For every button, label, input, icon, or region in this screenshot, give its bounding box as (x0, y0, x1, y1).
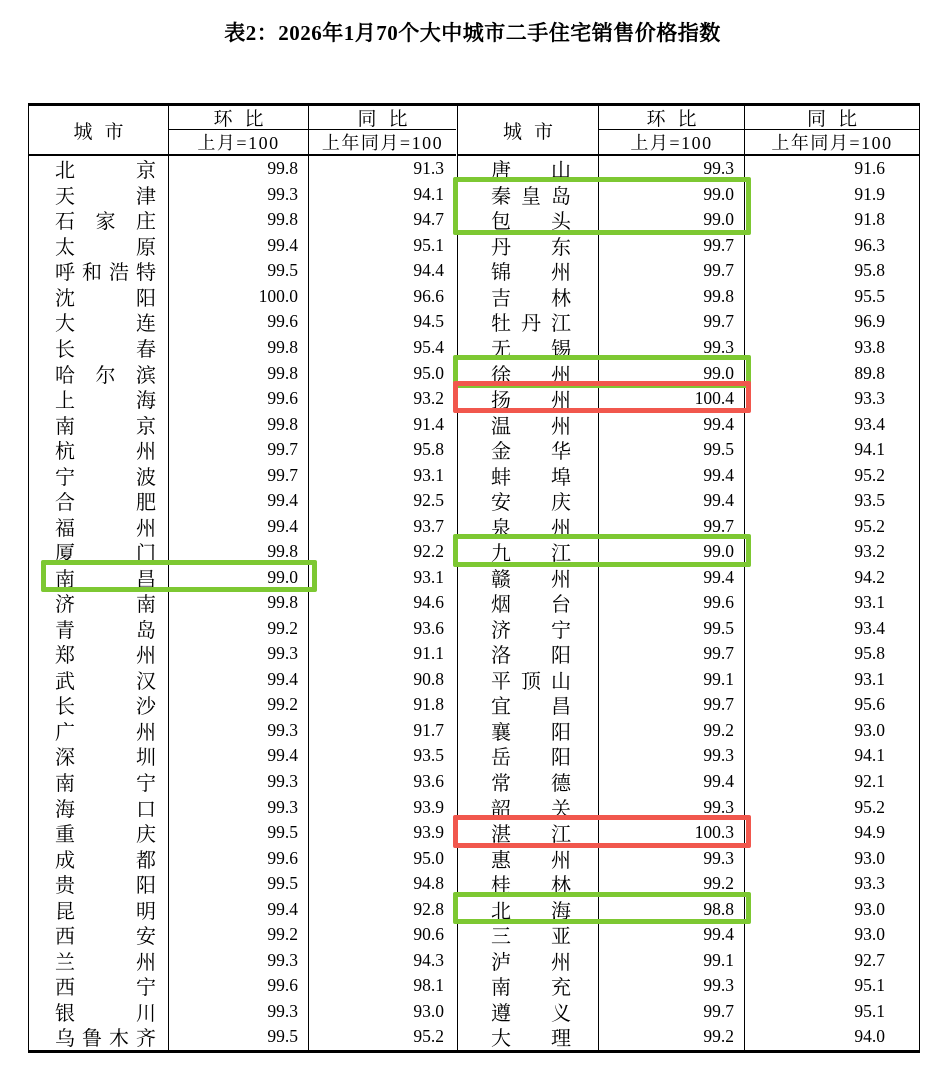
yoy-value: 91.6 (854, 158, 885, 179)
yoy-value: 92.8 (413, 898, 444, 919)
city-cell: 包 头 (458, 207, 599, 233)
city-cell: 北 海 (458, 896, 599, 922)
city-cell: 大 理 (458, 1024, 599, 1050)
mom-value: 99.4 (599, 462, 745, 488)
yoy-value: 93.0 (854, 898, 885, 919)
mom-value: 99.0 (599, 360, 745, 386)
mom-value: 99.8 (169, 590, 309, 616)
mom-value: 99.8 (599, 284, 745, 310)
city-cell: 烟 台 (458, 590, 599, 616)
yoy-value: 93.1 (413, 566, 444, 587)
mom-value: 99.8 (169, 360, 309, 386)
city-cell: 丹 东 (458, 233, 599, 259)
mom-value: 99.4 (169, 513, 309, 539)
mom-value: 98.8 (599, 896, 745, 922)
mom-value: 99.3 (599, 743, 745, 769)
mom-value: 99.5 (599, 437, 745, 463)
city-cell: 武 汉 (29, 667, 169, 693)
yoy-value: 95.0 (413, 847, 444, 868)
yoy-value: 93.0 (413, 1000, 444, 1021)
city-cell: 宜 昌 (458, 692, 599, 718)
city-cell: 安 庆 (458, 488, 599, 514)
yoy-value: 94.1 (413, 183, 444, 204)
city-cell: 呼 和 浩 特 (29, 258, 169, 284)
right-table (457, 103, 920, 1053)
city-cell: 南 昌 (29, 565, 169, 591)
mom-value: 99.2 (169, 692, 309, 718)
yoy-value: 93.4 (854, 617, 885, 638)
city-cell: 唐 山 (458, 156, 599, 182)
city-cell: 泉 州 (458, 513, 599, 539)
yoy-value: 92.1 (854, 771, 885, 792)
yoy-value: 93.0 (854, 847, 885, 868)
city-cell: 杭 州 (29, 437, 169, 463)
mom-value: 99.3 (169, 182, 309, 208)
yoy-value: 94.5 (413, 311, 444, 332)
city-cell: 贵 阳 (29, 871, 169, 897)
city-cell: 银 川 (29, 999, 169, 1025)
yoy-value: 94.2 (854, 566, 885, 587)
city-cell: 南 充 (458, 973, 599, 999)
mom-value: 99.3 (169, 641, 309, 667)
yoy-value: 94.6 (413, 592, 444, 613)
yoy-value: 93.9 (413, 796, 444, 817)
yoy-value: 93.1 (413, 464, 444, 485)
header-mom-base-right: 上月=100 (599, 130, 745, 156)
city-cell: 遵 义 (458, 999, 599, 1025)
mom-value: 99.8 (169, 207, 309, 233)
mom-value: 99.7 (599, 233, 745, 259)
yoy-value: 95.5 (854, 285, 885, 306)
city-cell: 南 宁 (29, 769, 169, 795)
mom-value: 99.3 (599, 794, 745, 820)
city-cell: 郑 州 (29, 641, 169, 667)
header-mom-base-left: 上月=100 (169, 130, 309, 156)
city-cell: 厦 门 (29, 539, 169, 565)
yoy-value: 98.1 (413, 975, 444, 996)
city-cell: 温 州 (458, 411, 599, 437)
city-cell: 秦 皇 岛 (458, 182, 599, 208)
mom-value: 99.0 (599, 539, 745, 565)
yoy-value: 90.8 (413, 668, 444, 689)
header-yoy-base-right: 上年同月=100 (745, 130, 919, 156)
city-cell: 海 口 (29, 794, 169, 820)
header-mom-left: 环比 (169, 106, 309, 130)
city-cell: 青 岛 (29, 616, 169, 642)
mom-value: 99.8 (169, 156, 309, 182)
mom-value: 99.5 (169, 258, 309, 284)
mom-value: 99.4 (599, 769, 745, 795)
yoy-value: 95.6 (854, 694, 885, 715)
mom-value: 99.7 (599, 258, 745, 284)
mom-value: 99.4 (169, 896, 309, 922)
mom-value: 99.2 (599, 718, 745, 744)
mom-value: 99.3 (169, 769, 309, 795)
city-cell: 西 安 (29, 922, 169, 948)
city-cell: 乌 鲁 木 齐 (29, 1024, 169, 1050)
mom-value: 99.8 (169, 539, 309, 565)
mom-value: 99.6 (169, 386, 309, 412)
yoy-value: 93.3 (854, 388, 885, 409)
mom-value: 99.3 (599, 845, 745, 871)
yoy-value: 93.9 (413, 822, 444, 843)
yoy-value: 93.1 (854, 668, 885, 689)
city-cell: 西 宁 (29, 973, 169, 999)
city-cell: 泸 州 (458, 947, 599, 973)
yoy-value: 92.5 (413, 490, 444, 511)
mom-value: 99.5 (169, 871, 309, 897)
header-yoy-right: 同比 (745, 106, 919, 130)
city-cell: 吉 林 (458, 284, 599, 310)
city-cell: 北 京 (29, 156, 169, 182)
city-cell: 三 亚 (458, 922, 599, 948)
yoy-value: 93.0 (854, 719, 885, 740)
city-cell: 成 都 (29, 845, 169, 871)
city-cell: 兰 州 (29, 947, 169, 973)
mom-value: 99.4 (169, 667, 309, 693)
mom-value: 99.4 (599, 488, 745, 514)
yoy-value: 92.7 (854, 949, 885, 970)
city-cell: 天 津 (29, 182, 169, 208)
header-city-left: 城市 (29, 106, 169, 156)
city-cell: 深 圳 (29, 743, 169, 769)
yoy-value: 94.9 (854, 822, 885, 843)
yoy-value: 91.1 (413, 643, 444, 664)
mom-value: 99.0 (599, 182, 745, 208)
yoy-value: 93.6 (413, 771, 444, 792)
city-cell: 韶 关 (458, 794, 599, 820)
yoy-value: 94.7 (413, 209, 444, 230)
yoy-value: 91.3 (413, 158, 444, 179)
mom-value: 100.0 (169, 284, 309, 310)
yoy-value: 95.2 (854, 515, 885, 536)
header-yoy-base-left: 上年同月=100 (309, 130, 456, 156)
city-cell: 平 顶 山 (458, 667, 599, 693)
city-cell: 徐 州 (458, 360, 599, 386)
yoy-value: 94.8 (413, 873, 444, 894)
mom-value: 99.3 (599, 335, 745, 361)
yoy-value: 93.5 (854, 490, 885, 511)
yoy-value: 93.6 (413, 617, 444, 638)
mom-value: 99.6 (169, 309, 309, 335)
mom-value: 99.2 (169, 922, 309, 948)
mom-value: 99.5 (169, 1024, 309, 1050)
city-cell: 济 宁 (458, 616, 599, 642)
yoy-value: 94.3 (413, 949, 444, 970)
mom-value: 99.3 (169, 794, 309, 820)
price-index-table (28, 103, 920, 1053)
city-cell: 蚌 埠 (458, 462, 599, 488)
city-cell: 太 原 (29, 233, 169, 259)
mom-value: 99.4 (169, 233, 309, 259)
mom-value: 99.8 (169, 411, 309, 437)
yoy-value: 95.4 (413, 336, 444, 357)
city-cell: 湛 江 (458, 820, 599, 846)
mom-value: 99.3 (599, 973, 745, 999)
page-title: 表2：2026年1月70个大中城市二手住宅销售价格指数 (224, 21, 721, 45)
mom-value: 99.5 (599, 616, 745, 642)
yoy-value: 94.0 (854, 1026, 885, 1047)
mom-value: 99.6 (169, 845, 309, 871)
mom-value: 99.8 (169, 335, 309, 361)
yoy-value: 95.1 (854, 975, 885, 996)
mom-value: 99.7 (599, 641, 745, 667)
yoy-value: 93.2 (413, 388, 444, 409)
city-cell: 哈 尔 滨 (29, 360, 169, 386)
city-cell: 牡 丹 江 (458, 309, 599, 335)
mom-value: 99.4 (169, 743, 309, 769)
mom-value: 99.4 (599, 411, 745, 437)
city-cell: 襄 阳 (458, 718, 599, 744)
city-cell: 重 庆 (29, 820, 169, 846)
yoy-value: 95.1 (854, 1000, 885, 1021)
city-cell: 赣 州 (458, 565, 599, 591)
city-cell: 石 家 庄 (29, 207, 169, 233)
city-cell: 济 南 (29, 590, 169, 616)
city-cell: 南 京 (29, 411, 169, 437)
yoy-value: 93.0 (854, 924, 885, 945)
city-cell: 惠 州 (458, 845, 599, 871)
city-cell: 长 沙 (29, 692, 169, 718)
yoy-value: 93.7 (413, 515, 444, 536)
mom-value: 99.4 (599, 565, 745, 591)
mom-value: 99.0 (169, 565, 309, 591)
city-cell: 岳 阳 (458, 743, 599, 769)
city-cell: 沈 阳 (29, 284, 169, 310)
mom-value: 99.6 (599, 590, 745, 616)
city-cell: 昆 明 (29, 896, 169, 922)
mom-value: 99.3 (169, 999, 309, 1025)
city-cell: 九 江 (458, 539, 599, 565)
yoy-value: 95.8 (854, 643, 885, 664)
yoy-value: 96.6 (413, 285, 444, 306)
mom-value: 99.7 (599, 999, 745, 1025)
mom-value: 99.6 (169, 973, 309, 999)
yoy-value: 95.2 (413, 1026, 444, 1047)
mom-value: 99.3 (599, 156, 745, 182)
yoy-value: 95.1 (413, 234, 444, 255)
city-cell: 福 州 (29, 513, 169, 539)
mom-value: 99.0 (599, 207, 745, 233)
yoy-value: 91.8 (413, 694, 444, 715)
mom-value: 99.2 (599, 871, 745, 897)
yoy-value: 93.4 (854, 413, 885, 434)
yoy-value: 93.3 (854, 873, 885, 894)
city-cell: 长 春 (29, 335, 169, 361)
yoy-value: 94.1 (854, 745, 885, 766)
yoy-value: 91.8 (854, 209, 885, 230)
city-cell: 扬 州 (458, 386, 599, 412)
yoy-value: 95.2 (854, 464, 885, 485)
yoy-value: 95.2 (854, 796, 885, 817)
city-cell: 大 连 (29, 309, 169, 335)
mom-value: 99.3 (169, 718, 309, 744)
city-cell: 上 海 (29, 386, 169, 412)
yoy-value: 96.3 (854, 234, 885, 255)
yoy-value: 96.9 (854, 311, 885, 332)
mom-value: 99.5 (169, 820, 309, 846)
city-cell: 洛 阳 (458, 641, 599, 667)
yoy-value: 93.1 (854, 592, 885, 613)
header-mom-right: 环比 (599, 106, 745, 130)
mom-value: 99.7 (599, 692, 745, 718)
mom-value: 99.7 (599, 309, 745, 335)
yoy-value: 89.8 (854, 362, 885, 383)
mom-value: 99.1 (599, 947, 745, 973)
mom-value: 99.1 (599, 667, 745, 693)
header-yoy-left: 同比 (309, 106, 456, 130)
mom-value: 100.4 (599, 386, 745, 412)
mom-value: 99.2 (169, 616, 309, 642)
yoy-value: 91.4 (413, 413, 444, 434)
mom-value: 99.7 (169, 437, 309, 463)
yoy-value: 91.7 (413, 719, 444, 740)
city-cell: 桂 林 (458, 871, 599, 897)
yoy-value: 95.8 (854, 260, 885, 281)
mom-value: 100.3 (599, 820, 745, 846)
mom-value: 99.3 (169, 947, 309, 973)
left-table (28, 103, 457, 1053)
yoy-value: 92.2 (413, 541, 444, 562)
yoy-value: 94.1 (854, 439, 885, 460)
mom-value: 99.7 (599, 513, 745, 539)
city-cell: 宁 波 (29, 462, 169, 488)
city-cell: 常 德 (458, 769, 599, 795)
city-cell: 金 华 (458, 437, 599, 463)
mom-value: 99.4 (599, 922, 745, 948)
yoy-value: 93.8 (854, 336, 885, 357)
mom-value: 99.2 (599, 1024, 745, 1050)
yoy-value: 95.0 (413, 362, 444, 383)
yoy-value: 93.5 (413, 745, 444, 766)
yoy-value: 90.6 (413, 924, 444, 945)
yoy-value: 93.2 (854, 541, 885, 562)
city-cell: 合 肥 (29, 488, 169, 514)
yoy-value: 91.9 (854, 183, 885, 204)
city-cell: 无 锡 (458, 335, 599, 361)
mom-value: 99.7 (169, 462, 309, 488)
yoy-value: 94.4 (413, 260, 444, 281)
mom-value: 99.4 (169, 488, 309, 514)
city-cell: 锦 州 (458, 258, 599, 284)
city-cell: 广 州 (29, 718, 169, 744)
yoy-value: 95.8 (413, 439, 444, 460)
header-city-right: 城市 (458, 106, 599, 156)
